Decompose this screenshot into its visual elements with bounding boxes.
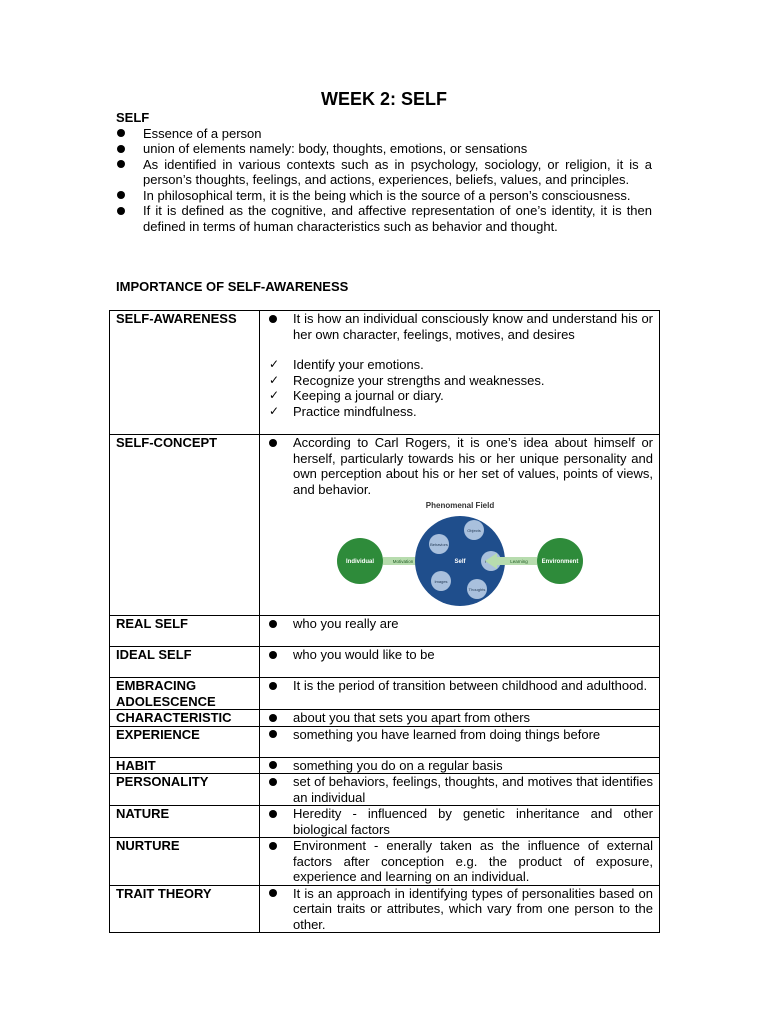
desc-text: about you that sets you apart from others xyxy=(266,710,653,726)
term-cell xyxy=(110,885,260,933)
term-cell xyxy=(110,726,260,757)
table-row xyxy=(110,774,660,806)
satellite-label: Behaviors xyxy=(429,542,448,547)
term-cell xyxy=(110,435,260,616)
desc-text: Heredity - influenced by genetic inheritance and other biological factors xyxy=(266,806,653,837)
desc-cell xyxy=(260,647,660,678)
self-bullet-item: Essence of a person xyxy=(116,126,652,142)
desc-cell xyxy=(260,757,660,774)
table-row xyxy=(110,838,660,886)
checkmark-icon: ✓ xyxy=(269,372,280,387)
desc-text: who you would like to be xyxy=(266,647,653,663)
diagram-title: Phenomenal Field xyxy=(425,501,494,510)
term-label: NATURE xyxy=(116,806,170,821)
individual-label: Individual xyxy=(345,559,374,565)
desc-cell xyxy=(260,678,660,710)
table-row xyxy=(110,435,660,616)
desc-cell xyxy=(260,885,660,933)
checklist-text: Keeping a journal or diary. xyxy=(293,388,444,403)
self-label: Self xyxy=(453,559,466,565)
term-label: EMBRACING ADOLESCENCE xyxy=(116,678,216,709)
term-cell xyxy=(110,678,260,710)
checklist-item xyxy=(266,373,653,389)
table-row xyxy=(110,806,660,838)
self-section xyxy=(116,110,652,234)
desc-text: set of behaviors, feelings, thoughts, and motives that identifies an individual xyxy=(266,774,653,805)
desc-text: It is the period of transition between childhood and adulthood. xyxy=(266,678,653,694)
desc-text: something you do on a regular basis xyxy=(266,758,653,774)
motivation-label: Motivation xyxy=(392,559,413,564)
desc-cell xyxy=(260,774,660,806)
desc-cell xyxy=(260,616,660,647)
table-row xyxy=(110,678,660,710)
checklist-item xyxy=(266,357,653,373)
desc-cell xyxy=(260,838,660,886)
checkmark-icon: ✓ xyxy=(269,357,280,371)
checklist-text: Practice mindfulness. xyxy=(293,403,417,419)
term-cell xyxy=(110,710,260,727)
desc-cell xyxy=(260,806,660,838)
checklist xyxy=(266,357,653,419)
self-bullet-item: As identified in various contexts such as in psychology, sociology, or religion, it is a person’s thoughts, feelings, and actions, experiences, beliefs, values, and principles. xyxy=(116,157,652,188)
desc-cell xyxy=(260,710,660,727)
phenomenal-field-diagram xyxy=(266,497,653,611)
phenomenal-field-svg xyxy=(335,499,585,607)
satellite-label: Objects xyxy=(466,528,481,533)
desc-cell xyxy=(260,311,660,435)
table-row xyxy=(110,710,660,727)
checklist-item xyxy=(266,404,653,420)
checkmark-icon: ✓ xyxy=(269,388,280,402)
desc-cell xyxy=(260,435,660,616)
term-label: SELF-AWARENESS xyxy=(116,311,237,326)
checkmark-icon: ✓ xyxy=(269,403,280,418)
term-cell xyxy=(110,774,260,806)
self-heading: SELF xyxy=(116,110,150,125)
table-row xyxy=(110,885,660,933)
checklist-item xyxy=(266,388,653,404)
table-row xyxy=(110,647,660,678)
term-label: IDEAL SELF xyxy=(116,647,192,662)
term-label: EXPERIENCE xyxy=(116,726,200,742)
term-label: CHARACTERISTIC xyxy=(116,710,232,725)
importance-heading: IMPORTANCE OF SELF-AWARENESS xyxy=(116,279,349,294)
term-label: TRAIT THEORY xyxy=(116,885,212,901)
table-row xyxy=(110,726,660,757)
term-cell xyxy=(110,311,260,435)
self-bullet-item: If it is defined as the cognitive, and affective representation of one’s identity, it is then defined in terms of human characteristics such as behavior and thought. xyxy=(116,203,652,234)
self-awareness-table xyxy=(109,310,660,933)
term-label: SELF-CONCEPT xyxy=(116,435,218,450)
term-cell xyxy=(110,806,260,838)
checklist-text: Identify your emotions. xyxy=(293,357,424,372)
term-label: REAL SELF xyxy=(116,616,188,631)
self-bullet-item: union of elements namely: body, thoughts, emotions, or sensations xyxy=(116,141,652,157)
desc-text: According to Carl Rogers, it is one’s idea about himself or herself, particularly towards his or her unique personality and own perception about his or her set of values, points of views, and behavior. xyxy=(266,435,653,497)
term-cell xyxy=(110,647,260,678)
term-label: NURTURE xyxy=(116,838,180,853)
desc-cell xyxy=(260,726,660,757)
self-bullet-item: In philosophical term, it is the being which is the source of a person’s consciousness. xyxy=(116,188,652,204)
term-cell xyxy=(110,757,260,774)
page-title: WEEK 2: SELF xyxy=(320,89,447,109)
table-row xyxy=(110,616,660,647)
desc-text: Environment - enerally taken as the influence of external factors after conception e.g. the product of exposure, experience and learning on an individual. xyxy=(266,838,653,885)
satellite-label: Thoughts xyxy=(468,587,485,592)
desc-text: It is how an individual consciously know and understand his or her own character, feelings, motives, and desires xyxy=(266,311,653,342)
self-bullet-list xyxy=(116,126,652,235)
environment-label: Environment xyxy=(541,559,578,565)
table-row xyxy=(110,311,660,435)
desc-text: who you really are xyxy=(266,616,653,632)
desc-text: It is an approach in identifying types of personalities based on certain traits or attributes, which vary from one person to the other. xyxy=(266,886,653,933)
term-cell xyxy=(110,838,260,886)
table-row xyxy=(110,757,660,774)
term-label: HABIT xyxy=(116,757,156,773)
satellite-label: Images xyxy=(433,579,448,584)
desc-text: something you have learned from doing things before xyxy=(266,727,653,743)
learning-label: Learning xyxy=(509,559,528,564)
term-cell xyxy=(110,616,260,647)
term-label: PERSONALITY xyxy=(116,774,209,789)
checklist-text: Recognize your strengths and weaknesses. xyxy=(293,372,545,388)
